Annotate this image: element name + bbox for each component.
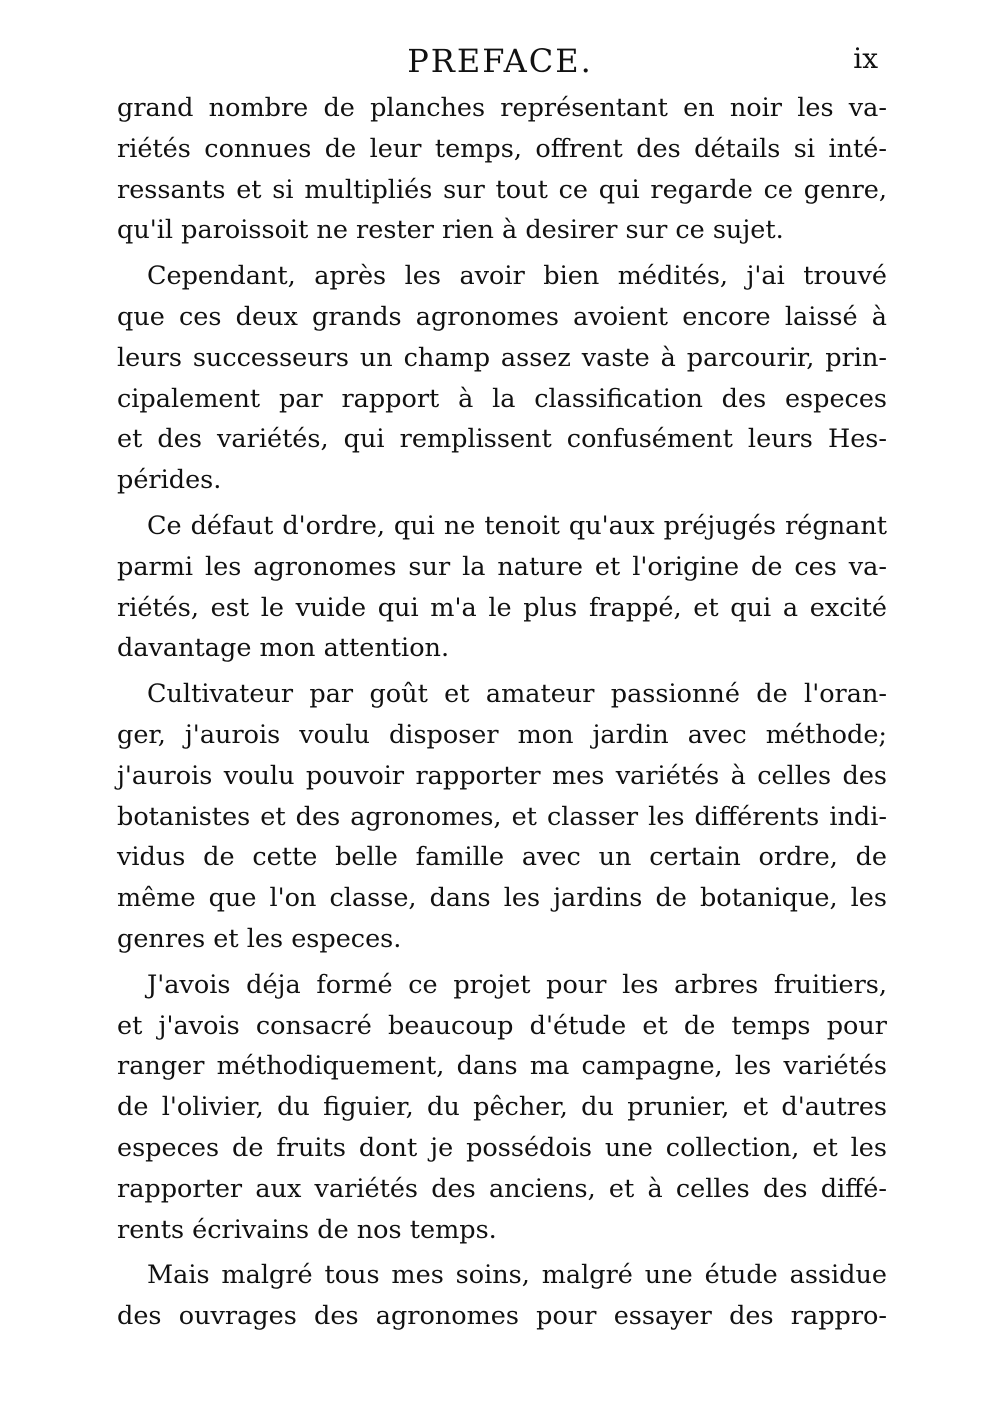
text-line: riétés connues de leur temps, offrent des détails si inté- bbox=[117, 133, 887, 164]
text-line: ressants et si multipliés sur tout ce qui regarde ce genre, bbox=[117, 174, 887, 205]
text-line: botanistes et des agronomes, et classer les différents indi- bbox=[117, 801, 887, 832]
text-line: Cultivateur par goût et amateur passionné de l'oran- bbox=[147, 679, 887, 710]
text-line: Cependant, après les avoir bien médités, j'ai trouvé bbox=[147, 261, 887, 292]
text-line: cipalement par rapport à la classification des especes bbox=[117, 383, 887, 414]
text-line: ger, j'aurois voulu disposer mon jardin avec méthode; bbox=[117, 719, 887, 750]
paragraph bbox=[117, 965, 887, 1251]
text-line: des ouvrages des agronomes pour essayer des rappro- bbox=[117, 1301, 887, 1332]
text-line: Mais malgré tous mes soins, malgré une étude assidue bbox=[147, 1260, 887, 1291]
text-line: pérides. bbox=[117, 465, 222, 496]
body-text bbox=[117, 88, 887, 1337]
text-line: riétés, est le vuide qui m'a le plus frappé, et qui a excité bbox=[117, 592, 887, 623]
text-line: vidus de cette belle famille avec un certain ordre, de bbox=[117, 842, 887, 873]
text-line: et des variétés, qui remplissent confusément leurs Hes- bbox=[117, 424, 887, 455]
page-number: ix bbox=[853, 42, 878, 75]
text-line: genres et les especes. bbox=[117, 923, 402, 954]
paragraph bbox=[117, 1255, 887, 1337]
text-line: leurs successeurs un champ assez vaste à parcourir, prin- bbox=[117, 342, 887, 373]
text-line: ranger méthodiquement, dans ma campagne, les variétés bbox=[117, 1051, 887, 1082]
text-line: rapporter aux variétés des anciens, et à celles des diffé- bbox=[117, 1173, 887, 1204]
text-line: de l'olivier, du figuier, du pêcher, du prunier, et d'autres bbox=[117, 1092, 887, 1123]
text-line: et j'avois consacré beaucoup d'étude et de temps pour bbox=[117, 1010, 887, 1041]
text-line: Ce défaut d'ordre, qui ne tenoit qu'aux préjugés régnant bbox=[147, 510, 887, 541]
text-line: j'aurois voulu pouvoir rapporter mes variétés à celles des bbox=[117, 760, 887, 791]
text-line: rents écrivains de nos temps. bbox=[117, 1214, 497, 1245]
paragraph bbox=[117, 88, 887, 251]
paragraph bbox=[117, 674, 887, 960]
page-title: PREFACE. bbox=[407, 42, 593, 80]
text-line: parmi les agronomes sur la nature et l'origine de ces va- bbox=[117, 551, 887, 582]
paragraph bbox=[117, 256, 887, 501]
paragraph bbox=[117, 506, 887, 669]
text-line: qu'il paroissoit ne rester rien à desirer sur ce sujet. bbox=[117, 215, 784, 246]
text-line: grand nombre de planches représentant en noir les va- bbox=[117, 93, 887, 123]
text-line: que ces deux grands agronomes avoient encore laissé à bbox=[117, 301, 887, 332]
text-line: même que l'on classe, dans les jardins de botanique, les bbox=[117, 883, 887, 914]
text-line: especes de fruits dont je possédois une collection, et les bbox=[117, 1132, 887, 1163]
text-line: J'avois déja formé ce projet pour les arbres fruitiers, bbox=[147, 969, 887, 1000]
running-head bbox=[0, 40, 1000, 90]
text-line: davantage mon attention. bbox=[117, 633, 450, 664]
